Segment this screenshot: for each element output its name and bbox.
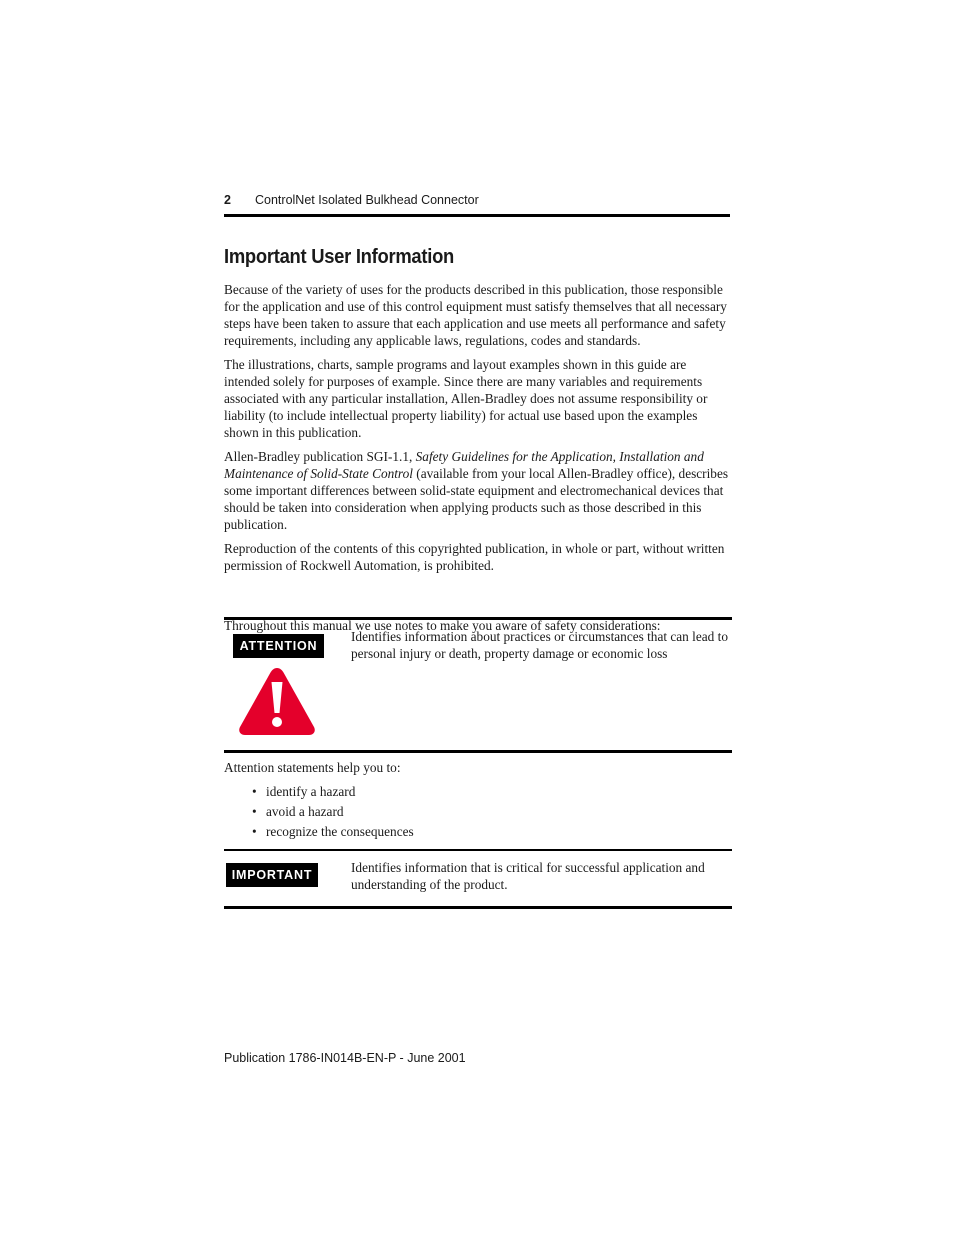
page-header <box>224 191 730 209</box>
paragraph-illustrations: The illustrations, charts, sample programs and layout examples shown in this guide are intended solely for purposes of example. Since there are many variables and requirements associated with any particular installation, Allen-Bradley does not assume responsibility or liability (to include intellectual property liability) for actual use based upon the examples shown in this publication. <box>224 357 708 440</box>
important-text: Identifies information that is critical for successful application and understanding of the product. <box>351 860 705 892</box>
section-body <box>224 281 730 641</box>
sgi-rest: (available from your local Allen-Bradley office), describes some important differences between solid-state equipment and electromechanical devices that should be taken into consideration when applying products such as those described in this publication. <box>224 466 729 532</box>
page-number: 2 <box>224 193 231 207</box>
sgi-lead: Allen-Bradley publication SGI-1.1, <box>224 449 416 464</box>
paragraph-variety: Because of the variety of uses for the products described in this publication, those responsible for the application and use of this control equipment must satisfy themselves that all necessary steps have been taken to assure that each application and use meets all performance and safety requirements, including any applicable laws, regulations, codes and standards. <box>224 282 727 348</box>
sgi-publication-title: Safety Guidelines for the Application, Installation and Maintenance of Solid-State Control <box>224 449 704 481</box>
paragraph-sgi <box>224 448 730 533</box>
running-title: ControlNet Isolated Bulkhead Connector <box>255 193 479 207</box>
important-label: IMPORTANT <box>226 863 318 887</box>
section-title: Important User Information <box>224 246 454 268</box>
warning-triangle-icon <box>237 665 317 737</box>
list-item: • avoid a hazard <box>252 803 730 820</box>
notes-intro: Throughout this manual we use notes to make you aware of safety considerations: <box>224 618 661 633</box>
attention-statements <box>224 759 730 843</box>
spacer <box>224 581 730 617</box>
attention-text: Identifies information about practices or circumstances that can lead to personal injury or death, property damage or economic loss <box>351 629 728 661</box>
list-item: • identify a hazard <box>252 783 730 800</box>
attention-note <box>224 617 732 753</box>
paragraph-reproduction: Reproduction of the contents of this copyrighted publication, in whole or part, without written permission of Rockwell Automation, is prohibited. <box>224 541 725 573</box>
attention-statements-intro: Attention statements help you to: <box>224 760 401 775</box>
important-note <box>224 849 732 909</box>
list-item: • recognize the consequences <box>252 823 730 840</box>
attention-label: ATTENTION <box>233 634 324 658</box>
attention-list <box>224 783 730 840</box>
header-rule <box>224 214 730 217</box>
publication-footer: Publication 1786-IN014B-EN-P - June 2001 <box>224 1051 466 1065</box>
